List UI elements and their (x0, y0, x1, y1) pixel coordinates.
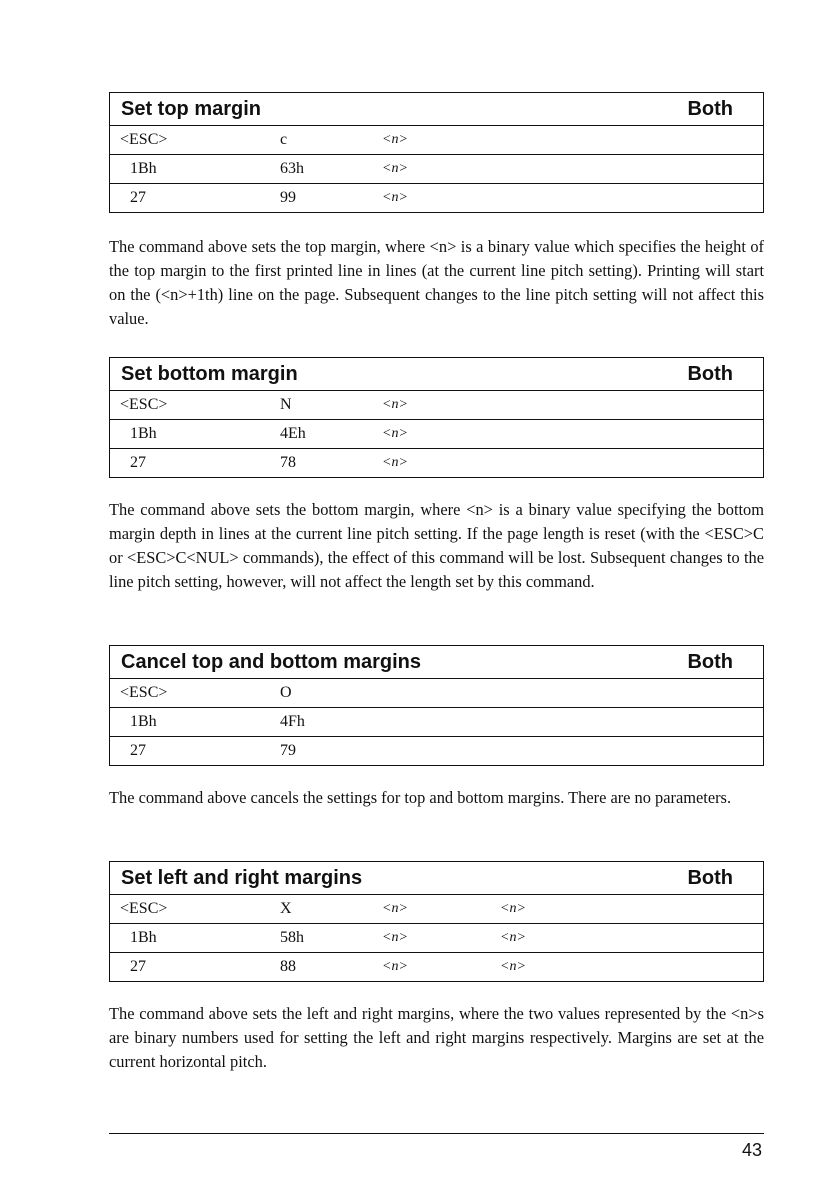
table-cell: 27 (130, 958, 146, 975)
table-cell: <n> (382, 426, 408, 441)
command-description: The command above sets the left and right margins, where the two values represented by the <n>s are binary numbers used for setting the left and right margins respectively. Margins are set at the current horizontal pitch. (109, 1004, 764, 1071)
table-row (110, 391, 763, 420)
command-table-cancel-margins (109, 645, 764, 766)
command-mode: Both (687, 650, 733, 673)
page-number: 43 (741, 1140, 762, 1160)
command-mode: Both (687, 362, 733, 385)
command-title: Cancel top and bottom margins (121, 650, 422, 673)
table-cell: <n> (500, 930, 526, 945)
command-header (110, 358, 763, 391)
table-cell: <n> (382, 132, 408, 147)
table-cell: <n> (382, 930, 408, 945)
command-description: The command above sets the bottom margin, where <n> is a binary value specifying the bottom margin depth in lines at the current line pitch setting. If the page length is reset (with the <ESC>C or <ESC>C<NUL> commands), the effect of this command will be lost. Subsequent changes to the line pitch setting, however, will not affect the length set by this command. (109, 500, 764, 591)
table-cell: N (280, 396, 292, 413)
command-header (110, 862, 763, 895)
table-cell: <ESC> (120, 900, 168, 917)
command-title: Set left and right margins (121, 866, 363, 889)
table-cell: <n> (382, 959, 408, 974)
table-cell: 1Bh (130, 160, 157, 177)
table-cell: X (280, 900, 292, 917)
table-cell: <ESC> (120, 396, 168, 413)
table-cell: 1Bh (130, 425, 157, 442)
table-cell: <n> (382, 190, 408, 205)
command-title: Set bottom margin (121, 362, 298, 385)
table-cell: O (280, 684, 292, 701)
table-cell: 78 (280, 454, 296, 471)
table-cell: <n> (382, 161, 408, 176)
table-cell: 4Eh (280, 425, 306, 442)
command-header (110, 646, 763, 679)
table-row (110, 679, 763, 708)
table-row (110, 184, 763, 212)
table-cell: 1Bh (130, 713, 157, 730)
command-description: The command above cancels the settings for top and bottom margins. There are no parameters. (109, 788, 732, 807)
table-row (110, 737, 763, 765)
table-cell: 1Bh (130, 929, 157, 946)
table-cell: <ESC> (120, 131, 168, 148)
table-cell: <n> (382, 455, 408, 470)
table-cell: <n> (500, 959, 526, 974)
command-table-set-bottom-margin (109, 357, 764, 478)
table-row (110, 895, 763, 924)
footer-rule (109, 1133, 764, 1134)
table-row (110, 126, 763, 155)
table-cell: 27 (130, 454, 146, 471)
table-row (110, 449, 763, 477)
table-row (110, 155, 763, 184)
command-header (110, 93, 763, 126)
table-cell: 99 (280, 189, 296, 206)
table-row (110, 420, 763, 449)
command-table-set-left-right-margins (109, 861, 764, 982)
table-row (110, 924, 763, 953)
command-description: The command above sets the top margin, where <n> is a binary value which specifies the height of the top margin to the first printed line in lines (at the current line pitch setting). Printing will start on the (<n>+1th) line on the page. Subsequent changes to the line pitch setting will not affect this value. (109, 237, 764, 328)
table-cell: 27 (130, 189, 146, 206)
command-title: Set top margin (121, 97, 262, 120)
command-mode: Both (687, 866, 733, 889)
table-cell: 4Fh (280, 713, 305, 730)
table-cell: <n> (382, 901, 408, 916)
table-cell: <ESC> (120, 684, 168, 701)
table-row (110, 953, 763, 981)
table-row (110, 708, 763, 737)
table-cell: 88 (280, 958, 296, 975)
table-cell: c (280, 131, 288, 148)
table-cell: <n> (382, 397, 408, 412)
table-cell: 63h (280, 160, 304, 177)
table-cell: 27 (130, 742, 146, 759)
table-cell: 79 (280, 742, 296, 759)
command-mode: Both (687, 97, 733, 120)
table-cell: <n> (500, 901, 526, 916)
command-table-set-top-margin (109, 92, 764, 213)
table-cell: 58h (280, 929, 304, 946)
